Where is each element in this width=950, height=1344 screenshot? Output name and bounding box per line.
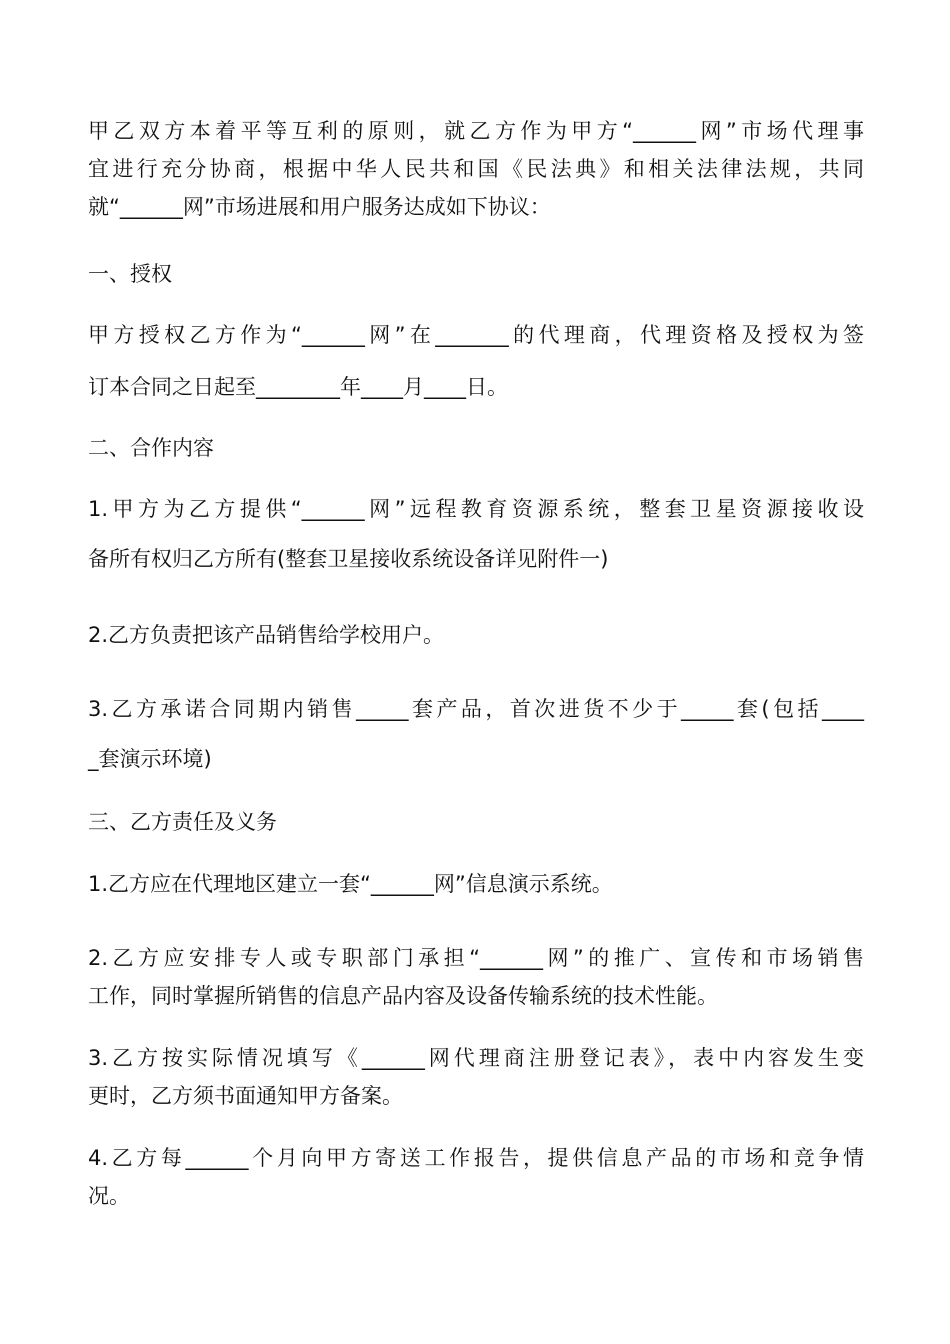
obligation-item-2 bbox=[88, 943, 864, 1011]
obligation-item-4-line-1: 4.乙方每______个月向甲方寄送工作报告，提供信息产品的市场和竞争情 bbox=[88, 1146, 864, 1170]
intro-line-1: 甲乙双方本着平等互利的原则，就乙方作为甲方“______网”市场代理事 bbox=[88, 119, 864, 143]
cooperation-item-1-line-2: 备所有权归乙方所有(整套卫星接收系统设备详见附件一) bbox=[88, 547, 609, 571]
cooperation-item-3-line-2: _套演示环境) bbox=[88, 747, 212, 771]
section-heading-obligations: 三、乙方责任及义务 bbox=[88, 810, 277, 834]
section-heading-cooperation: 二、合作内容 bbox=[88, 436, 214, 460]
cooperation-item-3-line-1: 3.乙方承诺合同期内销售_____套产品，首次进货不少于_____套(包括____ bbox=[88, 697, 864, 721]
authorization-paragraph bbox=[88, 320, 864, 402]
obligation-item-4-line-2: 况。 bbox=[88, 1184, 130, 1208]
obligation-item-3-line-1: 3.乙方按实际情况填写《______网代理商注册登记表》，表中内容发生变 bbox=[88, 1046, 864, 1070]
cooperation-item-2: 2.乙方负责把该产品销售给学校用户。 bbox=[88, 623, 445, 647]
obligation-item-1: 1.乙方应在代理地区建立一套“______网”信息演示系统。 bbox=[88, 872, 613, 896]
authorization-line-2: 订本合同之日起至________年____月____日。 bbox=[88, 375, 508, 399]
authorization-line-1: 甲方授权乙方作为“______网”在_______的代理商，代理资格及授权为签 bbox=[88, 323, 864, 347]
section-heading-authorization: 一、授权 bbox=[88, 262, 172, 286]
intro-line-3: 就“______网”市场进展和用户服务达成如下协议： bbox=[88, 195, 551, 219]
cooperation-item-1 bbox=[88, 494, 864, 574]
obligation-item-4 bbox=[88, 1143, 864, 1211]
intro-line-2: 宜进行充分协商，根据中华人民共和国《民法典》和相关法律法规，共同 bbox=[88, 157, 864, 181]
cooperation-item-3 bbox=[88, 694, 864, 774]
obligation-item-3-line-2: 更时，乙方须书面通知甲方备案。 bbox=[88, 1084, 403, 1108]
obligation-item-2-line-2: 工作，同时掌握所销售的信息产品内容及设备传输系统的技术性能。 bbox=[88, 984, 718, 1008]
cooperation-item-1-line-1: 1.甲方为乙方提供“______网”远程教育资源系统，整套卫星资源接收设 bbox=[88, 497, 864, 521]
obligation-item-2-line-1: 2.乙方应安排专人或专职部门承担“______网”的推广、宣传和市场销售 bbox=[88, 946, 864, 970]
intro-paragraph bbox=[88, 116, 864, 222]
obligation-item-3 bbox=[88, 1043, 864, 1111]
